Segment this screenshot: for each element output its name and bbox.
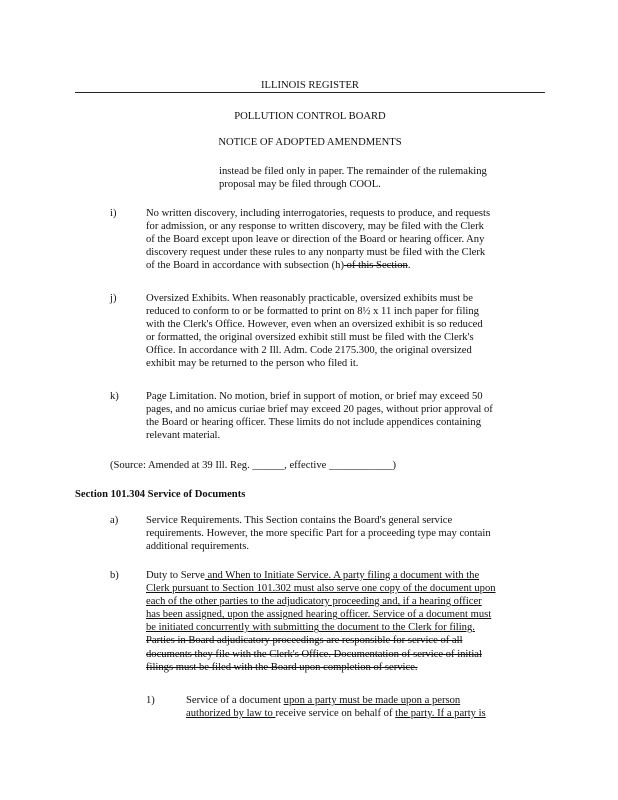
item-a-label: a) bbox=[110, 515, 119, 526]
inserted-text: each of the other parties to the adjudicatory proceeding and, if a hearing officer bbox=[146, 596, 482, 608]
deleted-text: of this Section bbox=[343, 260, 408, 272]
inserted-text: the party. If a party is bbox=[395, 708, 486, 720]
item-i-label: i) bbox=[110, 208, 117, 219]
inserted-text: and When to Initiate Service. A party filing a document with the bbox=[204, 570, 480, 581]
item-j-label: j) bbox=[110, 293, 117, 304]
continuation-paragraph: instead be filed only in paper. The remainder of the rulemaking proposal may be filed through COOL. bbox=[219, 166, 487, 191]
item-b-label: b) bbox=[110, 570, 119, 581]
register-title: ILLINOIS REGISTER bbox=[261, 80, 359, 91]
inserted-text: upon a party must be made upon a person bbox=[283, 695, 461, 706]
item-a-paragraph: Service Requirements. This Section contains the Board's general service requirements. However, the more specific Part for a proceeding type may contain additional requirements. bbox=[146, 515, 491, 553]
item-j-paragraph: Oversized Exhibits. When reasonably practicable, oversized exhibits must be reduced to conform to or be formatted to print on 8½ x 11 inch paper for filing with the Clerk's Office. However, even when an oversized exhibit is so reduced or formatted, the original oversized exhibit still must be filed with the Clerk's Office. In accordance with 2 Ill. Adm. Code 2175.300, the original oversized exhibit may be returned to the person who filed it. bbox=[146, 293, 483, 370]
item-k-label: k) bbox=[110, 391, 119, 402]
item-k-paragraph: Page Limitation. No motion, brief in support of motion, or brief may exceed 50 pages, and no amicus curiae brief may exceed 20 pages, without prior approval of the Board or hearing officer. These limits do not include appendices containing relevant material. bbox=[146, 391, 493, 442]
item-b-paragraph: Duty to Serve and When to Initiate Service. A party filing a document with the Clerk pursuant to Section 101.302 must also serve one copy of the document upon each of the other parties to the adjudicatory proceeding and, if a hearing officer has been assigned, upon the assigned hearing officer. Service of a document must be initiated concurrently with submitting the document to the Clerk for filing. Parties in Board adjudicatory proceedings are responsible for service of all documents they file with the Clerk's Office. Documentation of service of initial filings must be filed with the Board upon completion of service. bbox=[146, 570, 496, 673]
deleted-text: filings must be filed with the Board upon completion of service. bbox=[146, 661, 418, 673]
deleted-text: documents they file with the Clerk's Office. Documentation of service of initial bbox=[146, 648, 482, 660]
inserted-text: authorized by law to bbox=[186, 708, 276, 720]
deleted-text: Parties in Board adjudicatory proceedings are responsible for service of all bbox=[146, 635, 463, 647]
header-rule bbox=[75, 92, 545, 93]
inserted-text: be initiated concurrently with submitting the document to the Clerk for filing. bbox=[146, 622, 475, 634]
inserted-text: has been assigned, upon the assigned hearing officer. Service of a document must bbox=[146, 609, 492, 621]
section-heading: Section 101.304 Service of Documents bbox=[75, 489, 246, 500]
board-title: POLLUTION CONTROL BOARD bbox=[234, 111, 386, 122]
item-b1-label: 1) bbox=[146, 695, 155, 706]
source-note: (Source: Amended at 39 Ill. Reg. ______, effective ____________) bbox=[110, 460, 397, 471]
notice-title: NOTICE OF ADOPTED AMENDMENTS bbox=[218, 137, 402, 148]
item-i-paragraph: No written discovery, including interrogatories, requests to produce, and requests for admission, or any response to written discovery, may be filed with the Clerk of the Board except upon leave or direction of the Board or hearing officer. Any discovery request under these rules to any nonparty must be filed with the Clerk of the Board in accordance with subsection (h) of this Section. bbox=[146, 208, 491, 272]
inserted-text: Clerk pursuant to Section 101.302 must also serve one copy of the document upon bbox=[146, 583, 496, 595]
item-b1-paragraph: Service of a document upon a party must be made upon a person authorized by law to receive service on behalf of the party. If a party is bbox=[186, 695, 486, 720]
